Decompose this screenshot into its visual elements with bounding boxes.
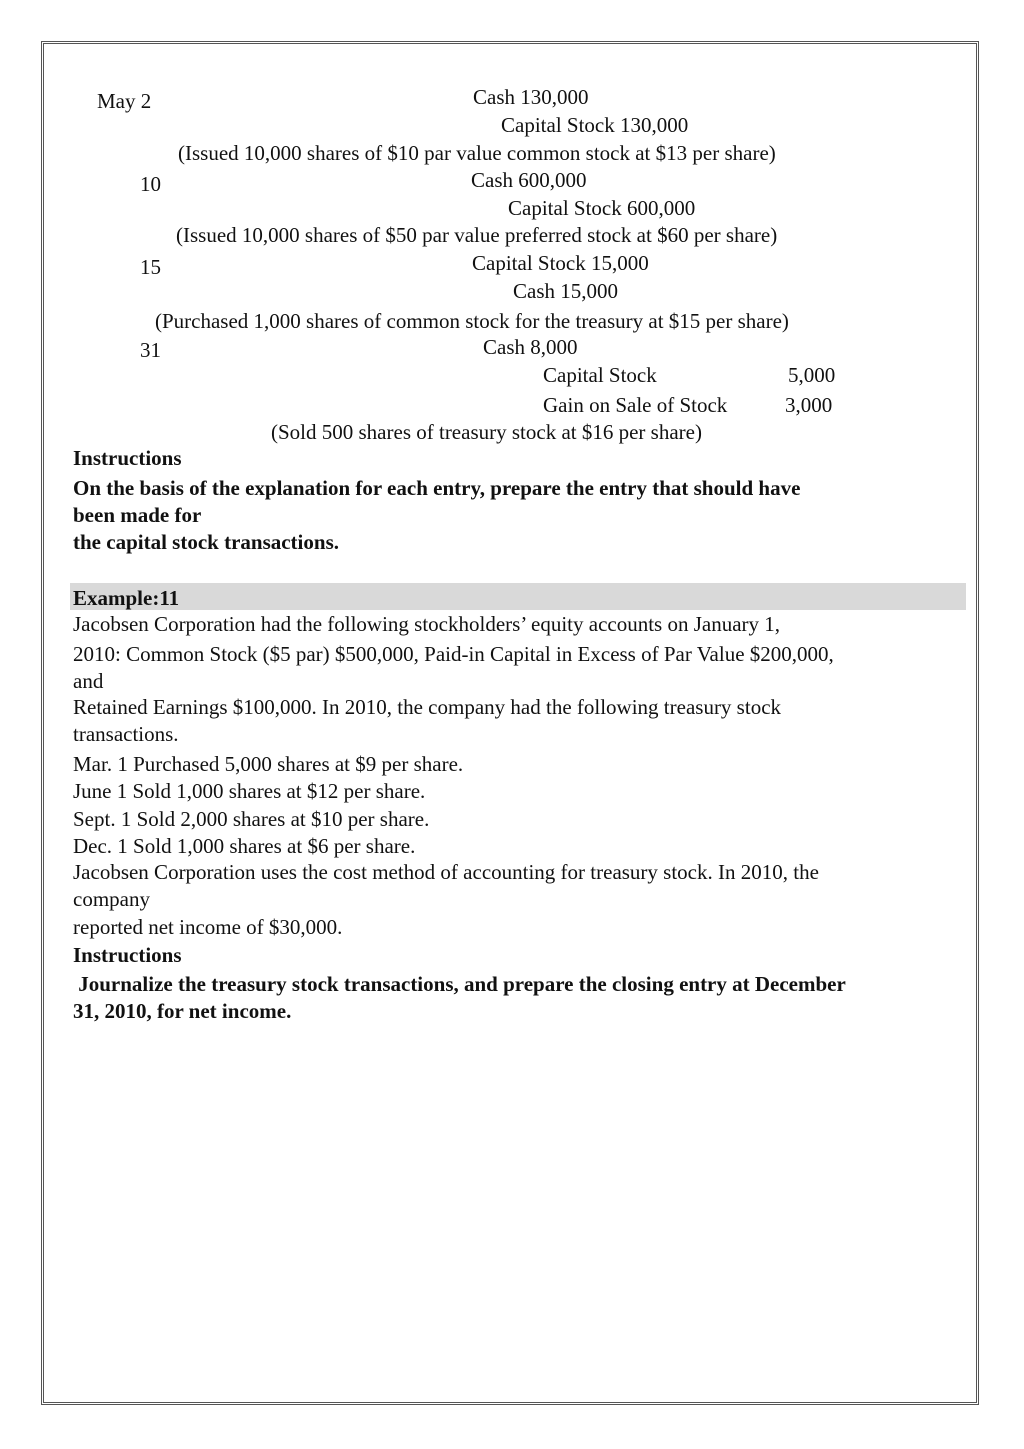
example-body-line: Mar. 1 Purchased 5,000 shares at $9 per share. xyxy=(73,752,464,776)
example-body-line: transactions. xyxy=(73,722,179,746)
instructions-heading: Instructions xyxy=(73,446,182,470)
entry-credit-amount: 3,000 xyxy=(785,393,833,417)
entry-explanation: (Purchased 1,000 shares of common stock for the treasury at $15 per share) xyxy=(155,309,789,333)
entry-debit-line: Cash 130,000 xyxy=(473,85,589,109)
example-body-line: and xyxy=(73,669,104,693)
entry-date: 15 xyxy=(140,255,161,279)
entry-explanation: (Issued 10,000 shares of $50 par value preferred stock at $60 per share) xyxy=(176,223,778,247)
example-body-line: 2010: Common Stock ($5 par) $500,000, Paid-in Capital in Excess of Par Value $200,000, xyxy=(73,642,834,666)
entry-date: May 2 xyxy=(97,89,152,113)
entry-debit-line: Capital Stock 15,000 xyxy=(472,251,649,275)
example-body-line: company xyxy=(73,887,150,911)
entry-explanation: (Sold 500 shares of treasury stock at $16 per share) xyxy=(271,420,702,444)
entry-date: 10 xyxy=(140,172,161,196)
example-body-line: reported net income of $30,000. xyxy=(73,915,343,939)
example-title: Example:11 xyxy=(73,586,180,610)
example-instructions-line: 31, 2010, for net income. xyxy=(73,999,292,1023)
entry-debit-line: Cash 600,000 xyxy=(471,168,587,192)
entry-explanation: (Issued 10,000 shares of $10 par value common stock at $13 per share) xyxy=(178,141,776,165)
example-instructions-heading: Instructions xyxy=(73,943,182,967)
entry-credit-line: Capital Stock 130,000 xyxy=(501,113,689,137)
entry-credit-account: Capital Stock xyxy=(543,363,657,387)
example-body-line: Retained Earnings $100,000. In 2010, the company had the following treasury stock xyxy=(73,695,782,719)
example-body-line: Jacobsen Corporation uses the cost method of accounting for treasury stock. In 2010, the xyxy=(73,860,819,884)
entry-date: 31 xyxy=(140,338,161,362)
instructions-line: been made for xyxy=(73,503,202,527)
instructions-line: the capital stock transactions. xyxy=(73,530,339,554)
instructions-line: On the basis of the explanation for each entry, prepare the entry that should have xyxy=(73,476,801,500)
entry-credit-amount: 5,000 xyxy=(788,363,836,387)
entry-debit-line: Cash 8,000 xyxy=(483,335,578,359)
example-body-line: Sept. 1 Sold 2,000 shares at $10 per share. xyxy=(73,807,430,831)
example-body-line: June 1 Sold 1,000 shares at $12 per share. xyxy=(73,779,426,803)
example-body-line: Jacobsen Corporation had the following stockholders’ equity accounts on January 1, xyxy=(73,612,781,636)
entry-credit-account: Gain on Sale of Stock xyxy=(543,393,728,417)
example-title-band xyxy=(70,583,966,610)
entry-credit-line: Capital Stock 600,000 xyxy=(508,196,696,220)
entry-credit-line: Cash 15,000 xyxy=(513,279,618,303)
example-instructions-line: Journalize the treasury stock transactions, and prepare the closing entry at December xyxy=(73,972,846,996)
example-body-line: Dec. 1 Sold 1,000 shares at $6 per share. xyxy=(73,834,416,858)
